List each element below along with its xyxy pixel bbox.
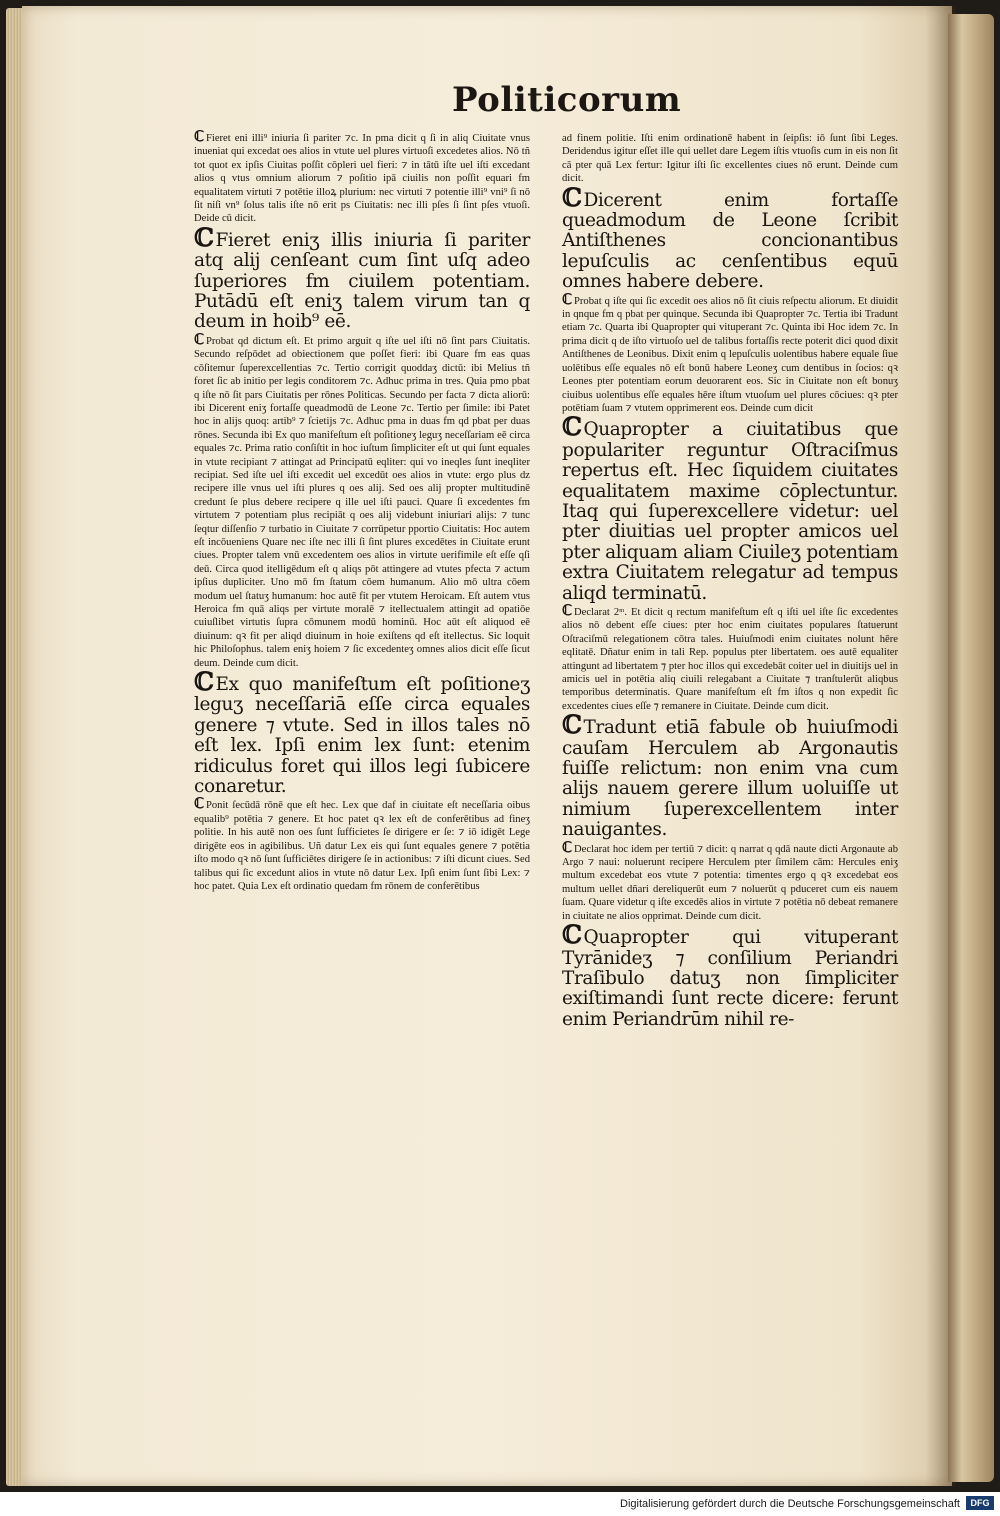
paragraph-mark-icon: ℂ: [562, 920, 582, 950]
aristotle-text-paragraph: [562, 710, 898, 841]
paragraph-text: Declarat 2ᵐ. Et dicit q rectum manifeſtum eſt q iſti uel iſte ſic excedentes alios nō debent eſſe ciues: pter hoc enim ciuitates populares ſtatuerunt Oſtraciſmū relegationem cōtra tales. Huiuſmodi enim ciuitates nolunt hēre eqlitatē. Dñatur enim in tali Rep. populus pter libertatem. oes autē equaliter attingunt ad libertatem ⁊ pter hoc illos qui excedebāt coiter uel in diuitijs uel in amicis uel in potētia aliq ciuili relegabant a Ciuitate ⁊ tranſtulerūt aliqbus temporibus determinatis. Quare manifeſtum eſt fm iſtos q non expedit ſic excedentes ciues eſſe ⁊ remanere in Ciuitate. Deinde cum dicit.: [562, 606, 898, 712]
paragraph-text: Declarat hoc idem per tertiū ⁊ dicit: q narrat q qdā naute dicti Argonaute ab Argo ⁊ naui: noluerunt recipere Herculem pter ſimilem cām: Hercules eniʒ multum excedebat eos vtute ⁊ potentia: timentes ergo q qꝛ excedebat eos multum uellet dñari dereliquerūt eum ⁊ noluerūt q pduceret cum eis nauem ſuam. Quare videtur q iſte excedēs alios in virtute ⁊ potētia nō debeat remanere in ciuitate ne alios opprimat. Deinde cum dicit.: [562, 843, 898, 922]
commentary-paragraph: [194, 331, 530, 670]
paragraph-text: Quapropter qui vituperant Tyrānideʒ ⁊ conſilium Periandri Traſibulo datuʒ non ſimpliciter exiſtimandi ſunt recte dicere: ferunt enim Periandrūm nihil re-: [562, 927, 898, 1030]
commentary-paragraph: [194, 129, 530, 226]
paragraph-text: Ex quo manifeſtum eſt poſitioneʒ leguʒ neceſſariā eſſe circa equales genere ⁊ vtute. Sed in illos tales nō eſt lex. Ipſi enim lex ſunt: etenim ridiculus foret qui illos legi ſubicere conaretur.: [194, 674, 530, 798]
paragraph-text: Quapropter a ciuitatibus que populariter reguntur Oſtraciſmus repertus eſt. Hec ſiquidem ciuitates equalitatem maxime cōplectuntur. Itaq qui ſuperexcellere videtur: uel pter diuitias uel propter amicos uel pter aliquam aliam Ciuileʒ potentiam extra Ciuitatem relegatur ad tempus aliqd terminatū.: [562, 419, 898, 604]
footer-bar: [0, 1492, 1000, 1516]
paragraph-mark-icon: ℂ: [562, 291, 572, 308]
paragraph-mark-icon: ℂ: [194, 667, 214, 697]
paragraph-mark-icon: ℂ: [562, 710, 582, 740]
paragraph-mark-icon: ℂ: [562, 412, 582, 442]
paragraph-text: Probat qd dictum eſt. Et primo arguit q iſte uel iſti nō ſint pars Ciuitatis. Secundo reſpōdet ad obiectionem que poſſet fieri: ibi Quare fm eas quas cōſitemur ſuperexcellentias ⁊c. Tertio corrigit quoddaʒ dictū: ibi Melius tñ foret ſic ab initio per legis conditorem ⁊c. Adhuc prima in tres. Quia pmo pbat q iſte nō ſit pars Ciuitatis per rōnes Politicas. Secundo per facta ⁊ dicta aliorū: ibi Dicerent eniʒ fortaſſe queadmodū de Leone ⁊c. Tertio per ſimile: ibi Patet hoc in alijs quoq: artib⁹ ⁊ ſcietijs ⁊c. Adhuc pma in duas fm qd pbat per duas rōnes. Secunda ibi Ex quo manifeſtum eſt poſitioneʒ leguʒ neceſſariam eē circa equales ⁊c. Prima ratio conſiſtit in hoc iuſtum ſimpliciter eſt ut qui ſunt equales in vtute recipiant ⁊ attingat ad Principatū eqliter: qui vo ineqles ſunt ineqliter recipiat. Sed iſte uel iſti excedit uel excedūt oes alios in vtute: ergo plus dz recipere ille vnus uel iſti plures q oes alij. Sed oes alij propter multitudinē credunt ſe plus debere recipere q ille uel iſti pauci. Quare ſi excedentes fm virtutem ⁊ potentiam plus recipiāt q oes alij videbunt iniuriari alijs: ⁊ tunc ſeqtur diſſenſio ⁊ turbatio in Ciuitate ⁊ corrūpetur pportio Ciuitatis: Hoc autem eſt incōueniens Quare nec iſte nec illi ſi ſint plures excedētes in Ciuitate erunt ciues. Propter talem vnū excedentem oes alios in virtute uerifimile eſt eſſe qſi deū. Circa quod itelligēdum eſt q aliqs pōt attingere ad vtutes pfecta ⁊ actum ipſius dupliciter. Uno mō fm ſtatum cōem humanum. Alio mō ultra cōem modum uel ſtatuʒ humanum: hoc autē fit per vtutem Heroicam. Eſt autem vtus Heroica fm quā aliqs per virtute moralē ⁊ itellectualem attingit ad opatiōe cuiuſlibet virtutis ſupra cōmunem modū hominū. Hoc aūt eſt aliquod eē diuinum: qꝛ fit per aliqd diuinum in hoie exiſtens qd eſt itellectus. Sic loquit hic Philoſophus. talem eniʒ hoiem ⁊ ſic excedenteʒ omnes alios dicit eſſe ſicut deum. Deinde cum dicit.: [194, 335, 530, 669]
aristotle-text-paragraph: [562, 920, 898, 1030]
running-head: Politicorum: [452, 80, 682, 120]
left-column: [194, 129, 530, 895]
digitization-note: Digitalisierung gefördert durch die Deutsche Forschungsgemeinschaft: [620, 1498, 960, 1510]
aristotle-text-paragraph: [562, 182, 898, 293]
commentary-paragraph: [562, 132, 898, 186]
paragraph-text: Probat q iſte qui ſic excedit oes alios nō ſit ciuis reſpectu aliorum. Et diuidit in qnque fm q pbat per quinque. Secunda ibi Quapropter ⁊c. Tertia ibi Tradunt etiam ⁊c. Quarta ibi Quapropter qui vituperant ⁊c. Quinta ibi Hoc idem ⁊c. In prima dicit q de iſto virtuoſo uel de talibus fortaſſis recte poterit dici quod dixit Antiſthenes de Leonibus. Dixit enim q lepuſculis uolentibus habere equale ſiue uolētibus eſſe equales nō eſt bonū habere Leoneʒ cum dentibus in ſocios: qꝛ Leones pter potentiam eorum deuorarent eos. Sic in Ciuitate non eſt bonuʒ ciuibus uolentibus eſſe equales hēre iſtum vtuoſum uel plures cōciues: qꝛ pter potētiam ſuam ⁊ vtutem opprimerent eos. Deinde cum dicit: [562, 295, 898, 414]
paragraph-text: Ponit ſecūdā rōnē que eſt hec. Lex que daf in ciuitate eſt neceſſaria oibus equalib⁹ potētia ⁊ genere. Et hoc patet qꝛ lex eſt de conferētibus ad fineʒ politie. In his autē non oes ſunt ſufficietes ſe dirigere er ſe: ⁊ iō idigēt Lege dirigēte eos in agibilibus. Uñ datur Lex eis qui ſunt equales genere ⁊ potētia iſto modo qꝛ nō ſunt ſufficiētes dirigere ſe in actionibus: ⁊ iſti dicunt ciues. Sed talibus qui ſic excedunt alios in vtute nō datur Lex. Ipſi enim ſunt ſibi Lex: ⁊ hoc patet. Quia Lex eſt ordinatio quedam fm rōnem de conferētibus: [194, 800, 530, 892]
paragraph-mark-icon: ℂ: [562, 602, 572, 619]
aristotle-text-paragraph: [194, 667, 530, 798]
commentary-paragraph: [562, 602, 898, 713]
aristotle-text-paragraph: [194, 222, 530, 333]
page-stack-right: [948, 14, 994, 1482]
paragraph-text: Fieret eniʒ illis iniuria ſi pariter atq alij cenſeant cum ſint uſq adeo ſuperiores fm ciuilem potentiam. Putādū eſt eniʒ talem virum tan q deum in hoib⁹ eē.: [194, 229, 530, 333]
paragraph-mark-icon: ℂ: [194, 796, 204, 813]
paragraph-text: ad finem politie. Iſti enim ordinationē habent in ſeipſis: iō ſunt ſibi Leges. Deridendus igitur eſſet ille qui uellet dare Legem iſtis vtuoſis cum in eis non ſit cā pter quā Lex fertur: Igitur iſti ſic excellentes ciues nō erunt. Deinde cum dicit.: [562, 133, 898, 185]
paragraph-mark-icon: ℂ: [194, 331, 204, 348]
paragraph-mark-icon: ℂ: [194, 129, 204, 145]
paragraph-text: Dicerent enim fortaſſe queadmodum de Leone ſcribit Antiſthenes concionantibus lepuſculis ac cenſentibus equū omnes habere debere.: [562, 189, 898, 293]
right-column: [562, 132, 898, 1032]
paragraph-text: Fieret eni illi⁹ iniuria ſi pariter ⁊c. In pma dicit q ſi in aliq Ciuitate vnus inueniat qui excedat oes alios in vtute uel plures virtuoſi excedetes alios. Nō tñ tot quot ex ipſis Ciuitas poſſit cōpleri uel fieri: ⁊ in tātū iſte uel iſti excedant alios q vtus omnium aliorum ⁊ poſitio ipā ciuilis non poſſit equari fm equalitatem virtuti ⁊ potētie illoꝝ plurium: nec virtuti ⁊ potentie illi⁹ vni⁹ ſi nō ſit niſi vn⁹ ſolus talis iſte nō erit ps Ciuitatis: nec illi pſes ſi ſint pſes vtuoſi. Deide cū dicit.: [194, 133, 530, 225]
paragraph-mark-icon: ℂ: [562, 839, 572, 856]
commentary-paragraph: [562, 839, 898, 923]
aristotle-text-paragraph: [562, 412, 898, 604]
paragraph-text: Tradunt etiā fabule ob huiuſmodi cauſam Herculem ab Argonautis fuiſſe relictum: non enim vna cum alijs nauem gerere illum uoluiſſe ut nimium ſuperexcellentem inter nauigantes.: [562, 717, 898, 841]
commentary-paragraph: [562, 291, 898, 416]
commentary-paragraph: [194, 796, 530, 893]
paragraph-mark-icon: ℂ: [562, 182, 582, 212]
paragraph-mark-icon: ℂ: [194, 222, 214, 252]
dfg-logo: DFG: [966, 1496, 994, 1510]
